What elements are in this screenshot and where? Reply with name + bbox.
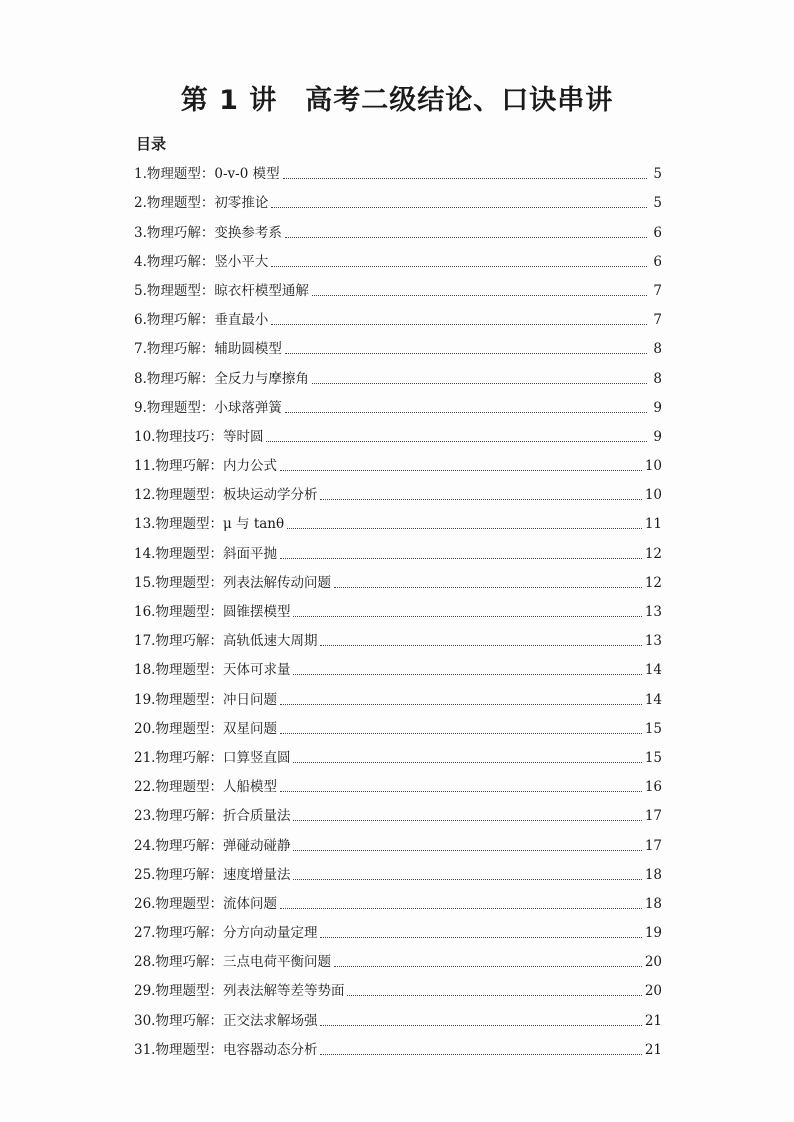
toc-entry[interactable]	[134, 476, 662, 505]
toc-entry-label: 25.物理巧解：速度增量法	[134, 866, 291, 883]
toc-entry-page-number: 18	[644, 866, 662, 883]
toc-entry-page-number: 21	[644, 1041, 662, 1058]
toc-entry-label: 19.物理题型：冲日问题	[134, 691, 277, 708]
toc-entry-page-number: 8	[653, 341, 662, 358]
toc-dot-leader	[280, 557, 642, 559]
toc-entry-label: 11.物理巧解：内力公式	[134, 458, 277, 475]
toc-dot-leader	[283, 177, 647, 179]
toc-entry-label: 5.物理题型：晾衣杆模型通解	[134, 282, 309, 299]
toc-entry-label: 23.物理巧解：折合质量法	[134, 808, 291, 825]
toc-entry-label: 15.物理题型：列表法解传动问题	[134, 574, 331, 591]
toc-dot-leader	[271, 265, 647, 267]
toc-entry-page-number: 9	[653, 428, 662, 445]
toc-entry-label: 1.物理题型：0-v-0 模型	[134, 166, 280, 183]
toc-entry[interactable]	[134, 826, 662, 855]
toc-entry-page-number: 15	[644, 720, 662, 737]
toc-entry[interactable]	[134, 710, 662, 739]
toc-entry[interactable]	[134, 389, 662, 418]
toc-dot-leader	[266, 440, 647, 442]
toc-dot-leader	[280, 469, 642, 471]
toc-entry-page-number: 13	[644, 633, 662, 650]
toc-entry[interactable]	[134, 856, 662, 885]
table-of-contents	[134, 155, 662, 1060]
toc-entry-label: 3.物理巧解：变换参考系	[134, 224, 282, 241]
toc-dot-leader	[280, 907, 642, 909]
toc-entry[interactable]	[134, 943, 662, 972]
toc-entry-page-number: 8	[653, 370, 662, 387]
toc-entry-page-number: 9	[653, 399, 662, 416]
toc-entry[interactable]	[134, 213, 662, 242]
toc-entry-label: 28.物理巧解：三点电荷平衡问题	[134, 954, 331, 971]
toc-dot-leader	[347, 994, 641, 996]
toc-entry-label: 17.物理巧解：高轨低速大周期	[134, 633, 318, 650]
toc-dot-leader	[285, 352, 647, 354]
toc-entry-label: 22.物理题型：人船模型	[134, 779, 277, 796]
toc-entry-page-number: 5	[653, 166, 662, 183]
toc-entry-label: 2.物理题型：初零推论	[134, 195, 269, 212]
toc-entry[interactable]	[134, 301, 662, 330]
toc-entry-page-number: 17	[644, 837, 662, 854]
toc-entry-page-number: 7	[653, 282, 662, 299]
toc-dot-leader	[320, 1024, 641, 1026]
page-title: 第 1 讲 高考二级结论、口诀串讲	[180, 85, 614, 116]
toc-dot-leader	[320, 1053, 641, 1055]
toc-entry-page-number: 7	[653, 312, 662, 329]
toc-entry-label: 27.物理巧解：分方向动量定理	[134, 925, 318, 942]
toc-entry[interactable]	[134, 885, 662, 914]
toc-dot-leader	[285, 236, 647, 238]
toc-dot-leader	[320, 644, 641, 646]
toc-entry-label: 16.物理题型：圆锥摆模型	[134, 604, 291, 620]
toc-dot-leader	[293, 849, 641, 851]
toc-entry[interactable]	[134, 768, 662, 797]
toc-entry-page-number: 6	[653, 224, 662, 241]
toc-dot-leader	[271, 323, 647, 325]
toc-dot-leader	[320, 498, 641, 500]
toc-entry-page-number: 18	[644, 895, 662, 912]
toc-dot-leader	[312, 294, 647, 296]
toc-entry[interactable]	[134, 272, 662, 301]
toc-dot-leader	[312, 382, 647, 384]
toc-entry-label: 13.物理题型：μ 与 tanθ	[134, 516, 285, 533]
toc-entry-label: 24.物理巧解：弹碰动碰静	[134, 837, 291, 854]
toc-entry[interactable]	[134, 505, 662, 534]
toc-dot-leader	[334, 586, 642, 588]
toc-dot-leader	[287, 527, 642, 529]
toc-entry-label: 8.物理巧解：全反力与摩擦角	[134, 370, 309, 387]
toc-entry-page-number: 12	[644, 574, 662, 591]
toc-entry[interactable]	[134, 739, 662, 768]
toc-entry-page-number: 10	[644, 487, 662, 504]
toc-dot-leader	[293, 761, 641, 763]
toc-dot-leader	[293, 819, 641, 821]
toc-entry-page-number: 14	[644, 662, 662, 679]
toc-entry[interactable]	[134, 359, 662, 388]
toc-dot-leader	[285, 411, 647, 413]
toc-entry[interactable]	[134, 447, 662, 476]
toc-dot-leader	[293, 878, 641, 880]
toc-entry-page-number: 6	[653, 253, 662, 270]
toc-entry-page-number: 10	[644, 458, 662, 475]
toc-dot-leader	[280, 703, 642, 705]
toc-dot-leader	[293, 615, 641, 617]
toc-entry[interactable]	[134, 651, 662, 680]
toc-entry-label: 21.物理巧解：口算竖直圆	[134, 749, 291, 766]
toc-entry-page-number: 12	[644, 545, 662, 562]
toc-entry-page-number: 20	[644, 983, 662, 1000]
toc-dot-leader	[271, 206, 647, 208]
toc-entry-page-number: 13	[644, 604, 662, 620]
toc-entry-label: 20.物理题型：双星问题	[134, 720, 277, 737]
toc-entry[interactable]	[134, 564, 662, 593]
toc-entry[interactable]	[134, 243, 662, 272]
toc-entry-page-number: 11	[644, 516, 662, 533]
toc-entry-label: 6.物理巧解：垂直最小	[134, 312, 269, 329]
toc-entry[interactable]	[134, 622, 662, 651]
toc-entry[interactable]	[134, 680, 662, 709]
toc-entry-page-number: 15	[644, 749, 662, 766]
toc-entry[interactable]	[134, 155, 662, 184]
toc-entry-label: 4.物理巧解：竖小平大	[134, 253, 269, 270]
toc-entry[interactable]	[134, 972, 662, 1001]
toc-dot-leader	[280, 732, 642, 734]
toc-entry-label: 31.物理题型：电容器动态分析	[134, 1041, 318, 1058]
toc-entry[interactable]	[134, 1031, 662, 1060]
toc-entry[interactable]	[134, 184, 662, 213]
toc-entry-page-number: 14	[644, 691, 662, 708]
toc-entry[interactable]	[134, 418, 662, 447]
toc-dot-leader	[280, 790, 642, 792]
toc-entry-page-number: 20	[644, 954, 662, 971]
toc-dot-leader	[320, 936, 641, 938]
toc-entry[interactable]	[134, 1001, 662, 1030]
toc-heading: 目录	[136, 135, 167, 153]
toc-entry[interactable]	[134, 330, 662, 359]
toc-entry-label: 26.物理题型：流体问题	[134, 895, 277, 912]
toc-entry-page-number: 17	[644, 808, 662, 825]
toc-entry[interactable]	[134, 914, 662, 943]
toc-entry-label: 9.物理题型：小球落弹簧	[134, 399, 282, 416]
toc-entry-label: 7.物理巧解：辅助圆模型	[134, 341, 282, 358]
toc-entry-page-number: 5	[653, 195, 662, 212]
toc-dot-leader	[293, 673, 641, 675]
toc-entry-page-number: 16	[644, 779, 662, 796]
toc-dot-leader	[334, 965, 642, 967]
toc-entry-label: 10.物理技巧：等时圆	[134, 428, 264, 445]
toc-entry[interactable]	[134, 534, 662, 563]
toc-entry-label: 12.物理题型：板块运动学分析	[134, 487, 318, 504]
toc-entry[interactable]	[134, 797, 662, 826]
toc-entry-label: 14.物理题型：斜面平抛	[134, 545, 277, 562]
toc-entry-page-number: 19	[644, 925, 662, 942]
toc-entry-label: 30.物理巧解：正交法求解场强	[134, 1012, 318, 1029]
toc-entry-label: 18.物理题型：天体可求量	[134, 662, 291, 679]
toc-entry-label: 29.物理题型：列表法解等差等势面	[134, 983, 345, 1000]
toc-entry[interactable]	[134, 593, 662, 622]
toc-entry-page-number: 21	[644, 1012, 662, 1029]
